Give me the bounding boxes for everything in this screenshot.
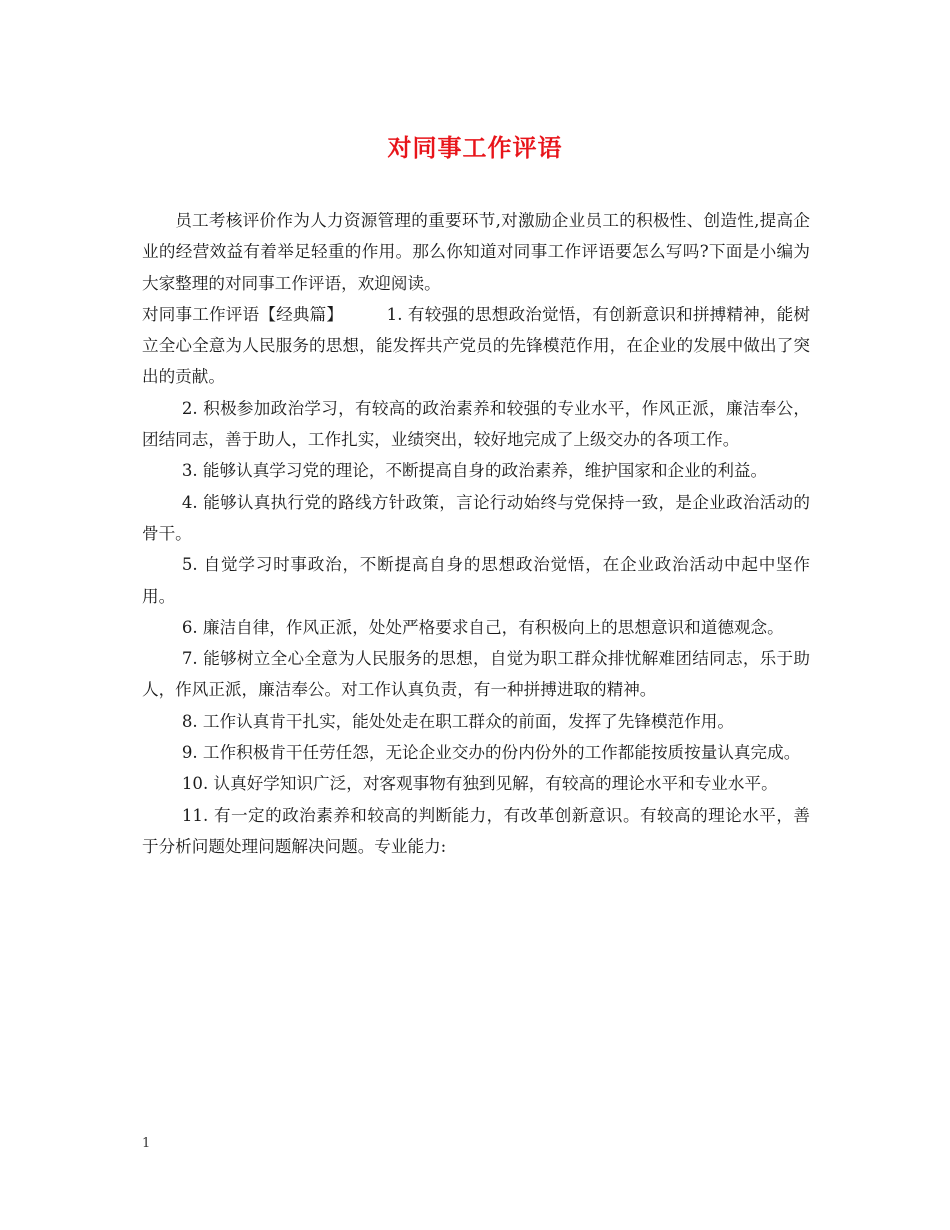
item-5: 5. 自觉学习时事政治，不断提高自身的思想政治觉悟，在企业政治活动中起中坚作用。: [142, 555, 810, 606]
item-4: 4. 能够认真执行党的路线方针政策，言论行动始终与党保持一致，是企业政治活动的骨干。: [142, 492, 810, 543]
item-3: 3. 能够认真学习党的理论，不断提高自身的政治素养，维护国家和企业的利益。: [181, 461, 768, 481]
section-paragraph: [142, 299, 810, 393]
intro-paragraph: 员工考核评价作为人力资源管理的重要环节,对激励企业员工的积极性、创造性,提高企业的经营效益有着举足轻重的作用。那么你知道对同事工作评语要怎么写吗?下面是小编为大家整理的对同事工作评语，欢迎阅读。: [142, 211, 810, 293]
section-heading: 对同事工作评语【经典篇】: [142, 304, 344, 324]
item-7: 7. 能够树立全心全意为人民服务的思想，自觉为职工群众排忧解难团结同志，乐于助人，作风正派，廉洁奉公。对工作认真负责，有一种拼搏进取的精神。: [142, 649, 810, 700]
item-9: 9. 工作积极肯干任劳任怨，无论企业交办的份内份外的工作都能按质按量认真完成。: [181, 743, 801, 763]
item-10: 10. 认真好学知识广泛，对客观事物有独到见解，有较高的理论水平和专业水平。: [181, 774, 778, 794]
item-1: 1. 有较强的思想政治觉悟，有创新意识和拼搏精神，能树立全心全意为人民服务的思想，能发挥共产党员的先锋模范作用，在企业的发展中做出了突出的贡献。: [142, 304, 811, 387]
item-8: 8. 工作认真肯干扎实，能处处走在职工群众的前面，发挥了先锋模范作用。: [181, 711, 734, 731]
document-body: [142, 205, 810, 862]
item-6: 6. 廉洁自律，作风正派，处处严格要求自己，有积极向上的思想意识和道德观念。: [181, 617, 784, 637]
page-number: 1: [142, 1136, 151, 1151]
item-2: 2. 积极参加政治学习，有较高的政治素养和较强的专业水平，作风正派，廉洁奉公，团结同志，善于助人，工作扎实，业绩突出，较好地完成了上级交办的各项工作。: [142, 398, 810, 450]
section-gap: [343, 305, 387, 324]
item-11: 11. 有一定的政治素养和较高的判断能力，有改革创新意识。有较高的理论水平，善于分析问题处理问题解决问题。专业能力:: [142, 805, 810, 856]
document-title: 对同事工作评语: [387, 133, 563, 162]
